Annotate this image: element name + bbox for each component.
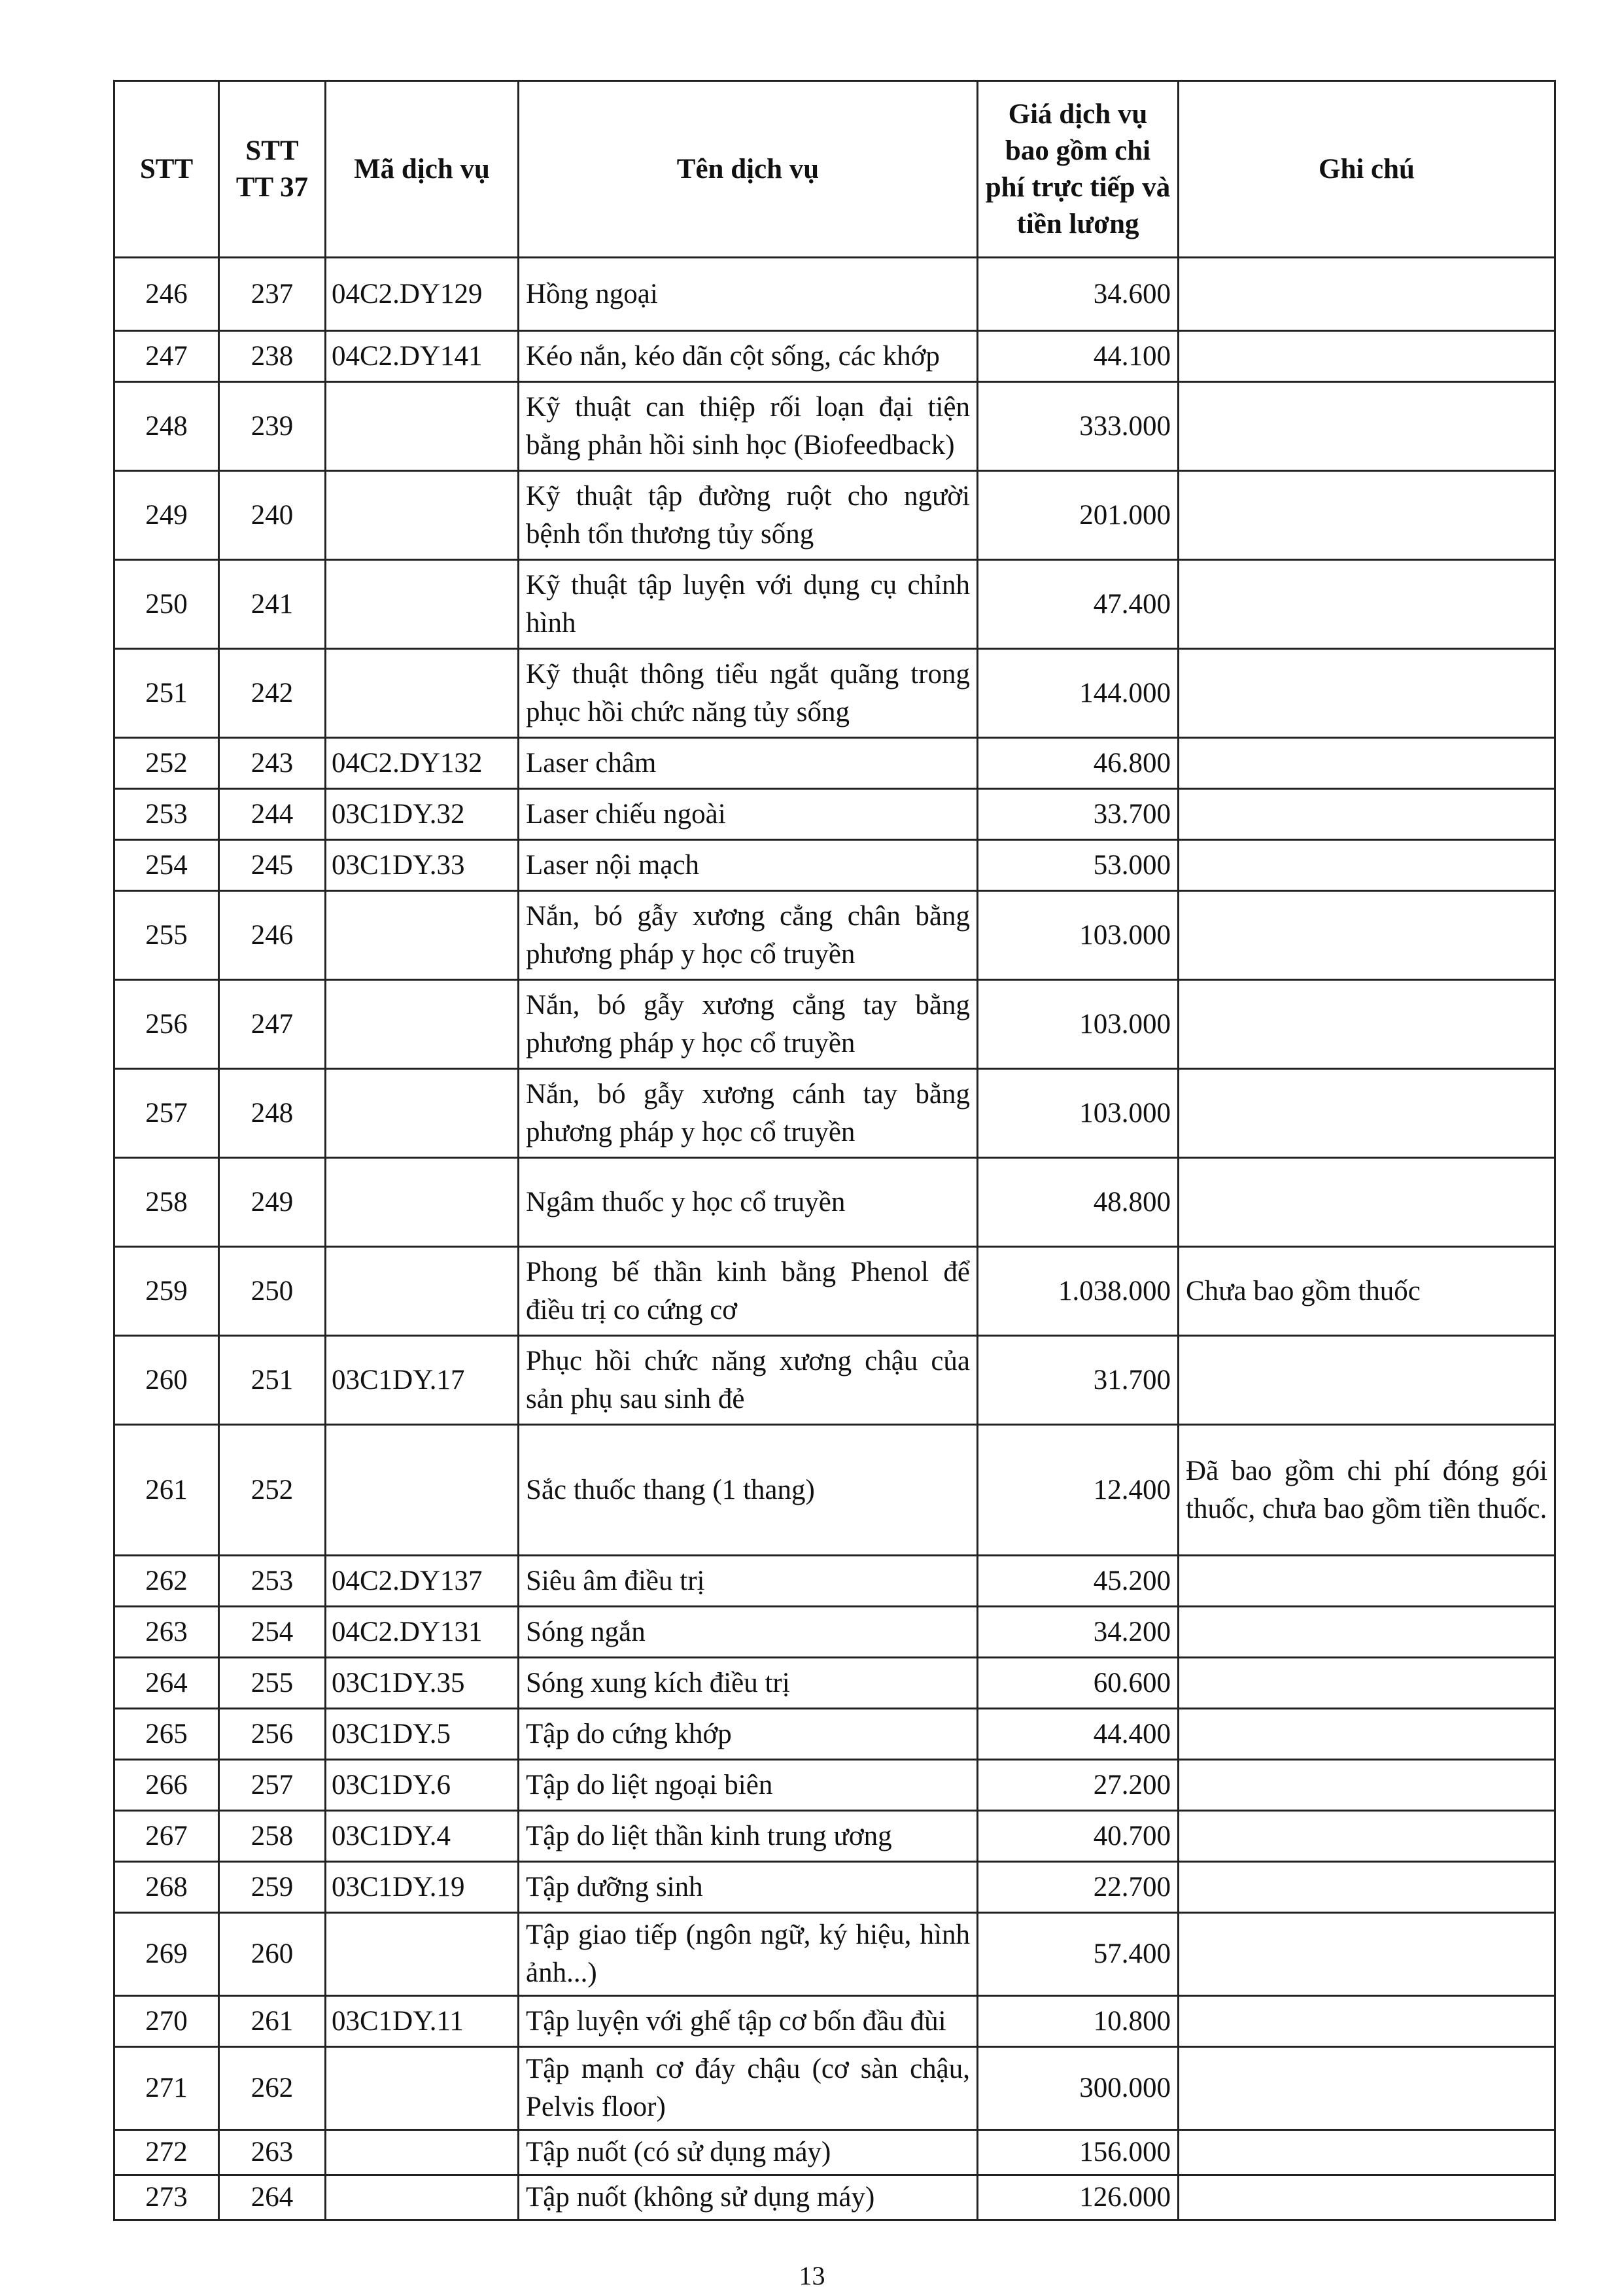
price-cell: 156.000 [978, 2130, 1179, 2175]
stt-tt37-cell: 254 [219, 1607, 326, 1658]
service-code-cell [326, 1069, 519, 1158]
stt-cell: 263 [114, 1607, 219, 1658]
stt-cell: 253 [114, 789, 219, 840]
service-name-cell: Kéo nắn, kéo dãn cột sống, các khớp [519, 331, 978, 382]
note-cell [1179, 789, 1555, 840]
service-name-cell: Laser chiếu ngoài [519, 789, 978, 840]
stt-tt37-cell: 252 [219, 1425, 326, 1556]
service-code-cell: 03C1DY.19 [326, 1862, 519, 1913]
table-row [114, 258, 1555, 331]
stt-cell: 270 [114, 1996, 219, 2047]
stt-tt37-cell: 263 [219, 2130, 326, 2175]
stt-cell: 258 [114, 1158, 219, 1247]
header-stt-tt37: STT TT 37 [219, 81, 326, 258]
stt-tt37-cell: 247 [219, 980, 326, 1069]
note-cell [1179, 1913, 1555, 1996]
stt-cell: 257 [114, 1069, 219, 1158]
service-name-cell: Siêu âm điều trị [519, 1556, 978, 1607]
header-note: Ghi chú [1179, 81, 1555, 258]
service-code-cell [326, 2175, 519, 2220]
note-cell [1179, 2175, 1555, 2220]
service-code-cell [326, 471, 519, 560]
note-cell [1179, 891, 1555, 980]
price-cell: 31.700 [978, 1336, 1179, 1425]
service-code-cell: 04C2.DY141 [326, 331, 519, 382]
stt-cell: 250 [114, 560, 219, 649]
stt-cell: 247 [114, 331, 219, 382]
table-row [114, 1760, 1555, 1811]
service-code-cell [326, 1158, 519, 1247]
stt-cell: 254 [114, 840, 219, 891]
stt-tt37-cell: 238 [219, 331, 326, 382]
stt-tt37-cell: 250 [219, 1247, 326, 1336]
note-cell [1179, 1760, 1555, 1811]
price-cell: 333.000 [978, 382, 1179, 471]
table-row [114, 1658, 1555, 1709]
stt-tt37-cell: 244 [219, 789, 326, 840]
stt-tt37-cell: 249 [219, 1158, 326, 1247]
service-code-cell [326, 560, 519, 649]
note-cell [1179, 1556, 1555, 1607]
stt-cell: 259 [114, 1247, 219, 1336]
price-cell: 48.800 [978, 1158, 1179, 1247]
service-name-cell: Phục hồi chức năng xương chậu của sản phụ sau sinh đẻ [519, 1336, 978, 1425]
price-cell: 1.038.000 [978, 1247, 1179, 1336]
table-row [114, 980, 1555, 1069]
table-row [114, 1247, 1555, 1336]
price-cell: 53.000 [978, 840, 1179, 891]
note-cell [1179, 2130, 1555, 2175]
stt-tt37-cell: 243 [219, 738, 326, 789]
service-name-cell: Sắc thuốc thang (1 thang) [519, 1425, 978, 1556]
note-cell [1179, 980, 1555, 1069]
note-cell: Đã bao gồm chi phí đóng gói thuốc, chưa bao gồm tiền thuốc. [1179, 1425, 1555, 1556]
table-row [114, 1336, 1555, 1425]
stt-cell: 255 [114, 891, 219, 980]
service-code-cell: 03C1DY.4 [326, 1811, 519, 1862]
stt-cell: 267 [114, 1811, 219, 1862]
service-code-cell: 04C2.DY129 [326, 258, 519, 331]
note-cell [1179, 1658, 1555, 1709]
note-cell [1179, 1336, 1555, 1425]
note-cell [1179, 2047, 1555, 2130]
price-cell: 40.700 [978, 1811, 1179, 1862]
service-name-cell: Ngâm thuốc y học cổ truyền [519, 1158, 978, 1247]
note-cell: Chưa bao gồm thuốc [1179, 1247, 1555, 1336]
price-cell: 103.000 [978, 891, 1179, 980]
note-cell [1179, 560, 1555, 649]
price-cell: 47.400 [978, 560, 1179, 649]
service-code-cell: 03C1DY.5 [326, 1709, 519, 1760]
header-stt: STT [114, 81, 219, 258]
service-name-cell: Kỹ thuật thông tiểu ngắt quãng trong phục hồi chức năng tủy sống [519, 649, 978, 738]
price-cell: 12.400 [978, 1425, 1179, 1556]
stt-tt37-cell: 264 [219, 2175, 326, 2220]
service-code-cell: 04C2.DY131 [326, 1607, 519, 1658]
note-cell [1179, 471, 1555, 560]
table-row [114, 840, 1555, 891]
header-price: Giá dịch vụ bao gồm chi phí trực tiếp và tiền lương [978, 81, 1179, 258]
stt-cell: 272 [114, 2130, 219, 2175]
service-name-cell: Tập do cứng khớp [519, 1709, 978, 1760]
service-code-cell: 03C1DY.6 [326, 1760, 519, 1811]
service-name-cell: Hồng ngoại [519, 258, 978, 331]
table-row [114, 1069, 1555, 1158]
service-code-cell [326, 891, 519, 980]
price-cell: 22.700 [978, 1862, 1179, 1913]
note-cell [1179, 382, 1555, 471]
note-cell [1179, 331, 1555, 382]
price-cell: 300.000 [978, 2047, 1179, 2130]
price-cell: 34.600 [978, 258, 1179, 331]
stt-tt37-cell: 256 [219, 1709, 326, 1760]
service-name-cell: Laser nội mạch [519, 840, 978, 891]
stt-tt37-cell: 259 [219, 1862, 326, 1913]
page-number: 13 [799, 2261, 825, 2290]
table-row [114, 560, 1555, 649]
service-name-cell: Kỹ thuật tập luyện với dụng cụ chỉnh hình [519, 560, 978, 649]
service-code-cell: 03C1DY.32 [326, 789, 519, 840]
table-row [114, 2047, 1555, 2130]
service-name-cell: Sóng xung kích điều trị [519, 1658, 978, 1709]
table-row [114, 649, 1555, 738]
stt-tt37-cell: 258 [219, 1811, 326, 1862]
note-cell [1179, 738, 1555, 789]
service-name-cell: Tập do liệt ngoại biên [519, 1760, 978, 1811]
service-code-cell [326, 1913, 519, 1996]
stt-tt37-cell: 262 [219, 2047, 326, 2130]
table-row [114, 1996, 1555, 2047]
service-name-cell: Laser châm [519, 738, 978, 789]
stt-cell: 268 [114, 1862, 219, 1913]
note-cell [1179, 840, 1555, 891]
service-code-cell: 04C2.DY132 [326, 738, 519, 789]
price-cell: 126.000 [978, 2175, 1179, 2220]
stt-tt37-cell: 251 [219, 1336, 326, 1425]
stt-cell: 271 [114, 2047, 219, 2130]
stt-cell: 273 [114, 2175, 219, 2220]
price-cell: 45.200 [978, 1556, 1179, 1607]
note-cell [1179, 1811, 1555, 1862]
service-code-cell [326, 382, 519, 471]
service-name-cell: Tập nuốt (không sử dụng máy) [519, 2175, 978, 2220]
price-cell: 33.700 [978, 789, 1179, 840]
table-row [114, 1862, 1555, 1913]
service-name-cell: Tập giao tiếp (ngôn ngữ, ký hiệu, hình ảnh...) [519, 1913, 978, 1996]
stt-tt37-cell: 241 [219, 560, 326, 649]
stt-tt37-cell: 242 [219, 649, 326, 738]
table-row [114, 331, 1555, 382]
service-name-cell: Tập luyện với ghế tập cơ bốn đầu đùi [519, 1996, 978, 2047]
header-service-name: Tên dịch vụ [519, 81, 978, 258]
service-code-cell [326, 1247, 519, 1336]
service-code-cell: 03C1DY.17 [326, 1336, 519, 1425]
header-row [114, 81, 1555, 258]
table-row [114, 1158, 1555, 1247]
price-cell: 46.800 [978, 738, 1179, 789]
table-row [114, 789, 1555, 840]
table-row [114, 2175, 1555, 2220]
stt-tt37-cell: 240 [219, 471, 326, 560]
service-code-cell: 03C1DY.35 [326, 1658, 519, 1709]
service-name-cell: Tập dưỡng sinh [519, 1862, 978, 1913]
stt-cell: 261 [114, 1425, 219, 1556]
stt-cell: 252 [114, 738, 219, 789]
note-cell [1179, 258, 1555, 331]
table-row [114, 1811, 1555, 1862]
service-name-cell: Tập mạnh cơ đáy chậu (cơ sàn chậu, Pelvis floor) [519, 2047, 978, 2130]
stt-cell: 248 [114, 382, 219, 471]
service-name-cell: Nắn, bó gẫy xương cánh tay bằng phương pháp y học cổ truyền [519, 1069, 978, 1158]
note-cell [1179, 1709, 1555, 1760]
stt-cell: 266 [114, 1760, 219, 1811]
table-row [114, 891, 1555, 980]
table-row [114, 382, 1555, 471]
stt-tt37-cell: 246 [219, 891, 326, 980]
price-cell: 60.600 [978, 1658, 1179, 1709]
service-name-cell: Nắn, bó gẫy xương cẳng tay bằng phương pháp y học cổ truyền [519, 980, 978, 1069]
stt-cell: 265 [114, 1709, 219, 1760]
stt-cell: 262 [114, 1556, 219, 1607]
service-name-cell: Sóng ngắn [519, 1607, 978, 1658]
stt-tt37-cell: 237 [219, 258, 326, 331]
stt-cell: 246 [114, 258, 219, 331]
service-code-cell: 03C1DY.33 [326, 840, 519, 891]
price-table [113, 80, 1556, 2221]
stt-tt37-cell: 260 [219, 1913, 326, 1996]
note-cell [1179, 649, 1555, 738]
table-row [114, 1913, 1555, 1996]
note-cell [1179, 1996, 1555, 2047]
note-cell [1179, 1607, 1555, 1658]
stt-tt37-cell: 253 [219, 1556, 326, 1607]
stt-cell: 260 [114, 1336, 219, 1425]
service-name-cell: Tập nuốt (có sử dụng máy) [519, 2130, 978, 2175]
stt-tt37-cell: 245 [219, 840, 326, 891]
table-row [114, 1556, 1555, 1607]
table-row [114, 1607, 1555, 1658]
table-row [114, 471, 1555, 560]
note-cell [1179, 1862, 1555, 1913]
price-cell: 10.800 [978, 1996, 1179, 2047]
price-cell: 44.100 [978, 331, 1179, 382]
stt-cell: 256 [114, 980, 219, 1069]
stt-tt37-cell: 239 [219, 382, 326, 471]
stt-tt37-cell: 255 [219, 1658, 326, 1709]
price-cell: 44.400 [978, 1709, 1179, 1760]
price-cell: 201.000 [978, 471, 1179, 560]
service-code-cell [326, 980, 519, 1069]
note-cell [1179, 1158, 1555, 1247]
price-cell: 34.200 [978, 1607, 1179, 1658]
service-code-cell [326, 649, 519, 738]
price-cell: 57.400 [978, 1913, 1179, 1996]
service-name-cell: Kỹ thuật tập đường ruột cho người bệnh tổn thương tủy sống [519, 471, 978, 560]
service-name-cell: Phong bế thần kinh bằng Phenol để điều trị co cứng cơ [519, 1247, 978, 1336]
table-row [114, 1425, 1555, 1556]
stt-cell: 249 [114, 471, 219, 560]
table-row [114, 1709, 1555, 1760]
stt-tt37-cell: 257 [219, 1760, 326, 1811]
stt-cell: 269 [114, 1913, 219, 1996]
stt-cell: 251 [114, 649, 219, 738]
price-cell: 144.000 [978, 649, 1179, 738]
service-code-cell: 04C2.DY137 [326, 1556, 519, 1607]
service-code-cell [326, 2047, 519, 2130]
service-code-cell [326, 1425, 519, 1556]
service-name-cell: Nắn, bó gẫy xương cẳng chân bằng phương pháp y học cổ truyền [519, 891, 978, 980]
service-name-cell: Tập do liệt thần kinh trung ương [519, 1811, 978, 1862]
price-cell: 103.000 [978, 1069, 1179, 1158]
header-service-code: Mã dịch vụ [326, 81, 519, 258]
stt-tt37-cell: 248 [219, 1069, 326, 1158]
table-row [114, 2130, 1555, 2175]
stt-tt37-cell: 261 [219, 1996, 326, 2047]
service-code-cell: 03C1DY.11 [326, 1996, 519, 2047]
stt-cell: 264 [114, 1658, 219, 1709]
service-code-cell [326, 2130, 519, 2175]
service-name-cell: Kỹ thuật can thiệp rối loạn đại tiện bằng phản hồi sinh học (Biofeedback) [519, 382, 978, 471]
price-cell: 27.200 [978, 1760, 1179, 1811]
note-cell [1179, 1069, 1555, 1158]
table-row [114, 738, 1555, 789]
table-body [114, 258, 1555, 2220]
price-cell: 103.000 [978, 980, 1179, 1069]
